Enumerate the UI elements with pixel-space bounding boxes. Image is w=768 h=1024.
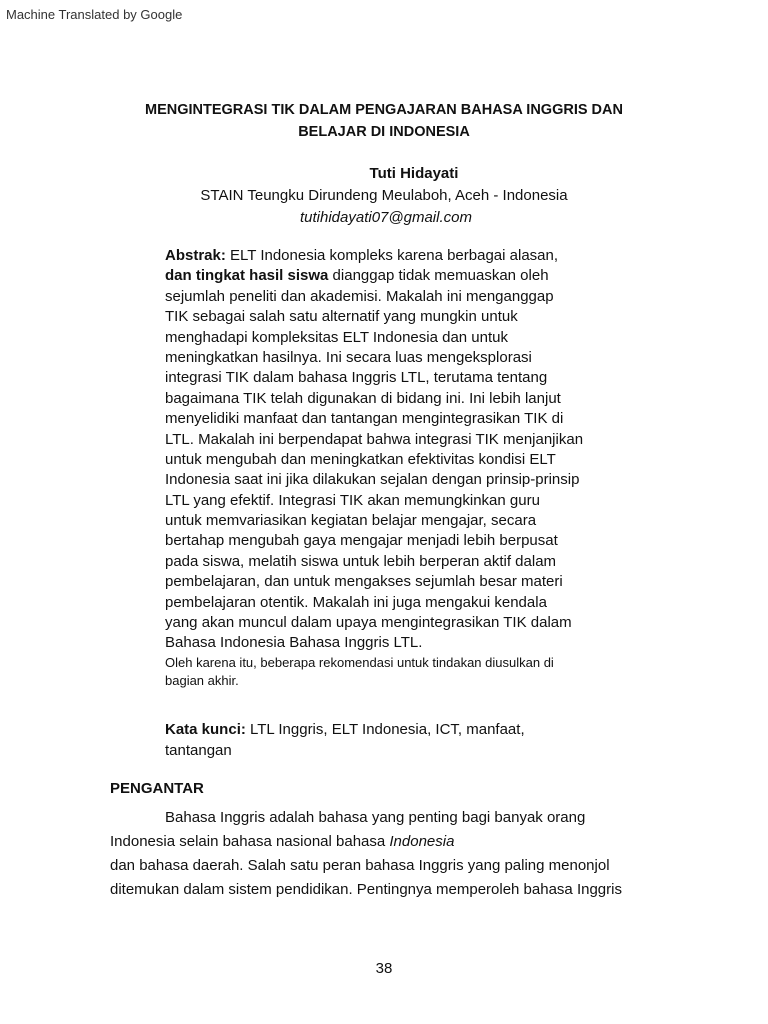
abstract-line: pembelajaran otentik. Makalah ini juga mengakui kendala (165, 593, 547, 611)
keywords-text: LTL Inggris, ELT Indonesia, ICT, manfaat, (245, 721, 525, 738)
abstract-line: Indonesia saat ini jika dilakukan sejalan dengan prinsip-prinsip (165, 471, 580, 489)
author-name: Tuti Hidayati (369, 165, 459, 182)
paragraph-line: dan bahasa daerah. Salah satu peran bahasa Inggris yang paling menonjol (110, 857, 610, 874)
machine-translation-banner: Machine Translated by Google (6, 7, 183, 22)
paragraph-line: Bahasa Inggris adalah bahasa yang penting bagi banyak orang (165, 809, 586, 826)
paragraph-line (110, 830, 670, 854)
abstract-text: ELT Indonesia kompleks karena berbagai alasan, (225, 247, 559, 264)
abstract-line: pembelajaran, dan untuk mengakses sejumlah besar materi (165, 573, 563, 591)
abstract-label: Abstrak: (165, 247, 226, 264)
abstract-line: untuk mengubah dan meningkatkan efektivitas kondisi ELT (165, 450, 556, 468)
title-line-2: BELAJAR DI INDONESIA (298, 124, 470, 140)
abstract-line: menghadapi kompleksitas ELT Indonesia dan untuk (165, 328, 509, 346)
keywords (165, 719, 635, 761)
body-text (110, 806, 670, 902)
abstract (165, 246, 635, 690)
abstract-line: untuk memvariasikan kegiatan belajar mengajar, secara (165, 512, 537, 530)
abstract-line: bertahap mengubah gaya mengajar menjadi lebih berpusat (165, 532, 558, 550)
paper-title (100, 99, 668, 143)
author-block (0, 163, 768, 229)
paragraph-italic-text: Indonesia (389, 833, 455, 850)
abstract-text: dianggap tidak memuaskan oleh (328, 267, 549, 285)
abstract-line: TIK sebagai salah satu alternatif yang mungkin untuk (165, 308, 518, 326)
abstract-line: menyelidiki manfaat dan tantangan mengintegrasikan TIK di (165, 410, 564, 428)
section-heading: PENGANTAR (110, 780, 204, 797)
page-number: 38 (375, 960, 393, 977)
abstract-line: LTL yang efektif. Integrasi TIK akan memungkinkan guru (165, 491, 540, 509)
abstract-line (165, 266, 635, 286)
author-email: tutihidayati07@gmail.com (300, 209, 472, 226)
keywords-line (165, 719, 635, 740)
title-line-1: MENGINTEGRASI TIK DALAM PENGAJARAN BAHASA INGGRIS DAN (145, 102, 623, 118)
abstract-line: Bahasa Indonesia Bahasa Inggris LTL. (165, 634, 423, 652)
abstract-line: pada siswa, melatih siswa untuk lebih berperan aktif dalam (165, 552, 557, 570)
keywords-line: tantangan (165, 742, 232, 759)
abstract-small-line: bagian akhir. (165, 672, 239, 688)
abstract-line: yang akan muncul dalam upaya mengintegrasikan TIK dalam (165, 614, 572, 632)
abstract-line: sejumlah peneliti dan akademisi. Makalah ini menganggap (165, 287, 554, 305)
abstract-line: bagaimana TIK telah digunakan di bidang ini. Ini lebih lanjut (165, 389, 561, 407)
abstract-small-line: Oleh karena itu, beberapa rekomendasi untuk tindakan diusulkan di (165, 654, 554, 670)
author-affiliation: STAIN Teungku Dirundeng Meulaboh, Aceh - Indonesia (200, 187, 568, 204)
paragraph-text: Indonesia selain bahasa nasional bahasa (110, 833, 390, 850)
paragraph-line: ditemukan dalam sistem pendidikan. Pentingnya memperoleh bahasa Inggris (110, 881, 622, 898)
abstract-bold-text: dan tingkat hasil siswa (165, 267, 329, 285)
abstract-line (165, 246, 635, 266)
abstract-line: meningkatkan hasilnya. Ini secara luas mengeksplorasi (165, 348, 532, 366)
keywords-label: Kata kunci: (165, 721, 246, 738)
abstract-line: LTL. Makalah ini berpendapat bahwa integrasi TIK menjanjikan (165, 430, 584, 448)
abstract-line: integrasi TIK dalam bahasa Inggris LTL, terutama tentang (165, 369, 548, 387)
